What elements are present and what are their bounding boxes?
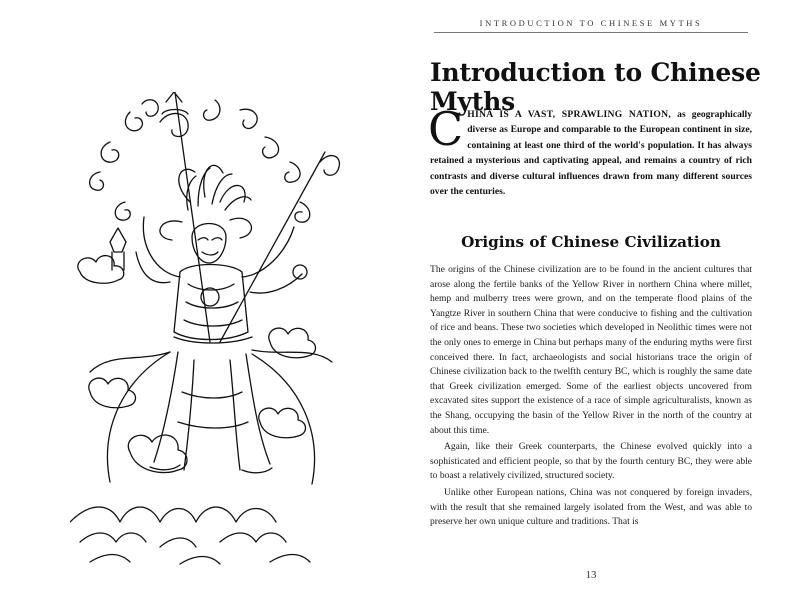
intro-text: as geographically diverse as Europe and comparable to the European continent in size, containing at least one third of the world's population. It has always retained a mysterious and captivating appeal, and remains a country of rich contrasts and diverse cultural influences drawn from many different sources over the centuries. bbox=[430, 109, 752, 198]
section-title: Origins of Chinese Civilization bbox=[461, 233, 721, 251]
deity-illustration bbox=[70, 92, 355, 567]
paragraph: Unlike other European nations, China was not conquered by foreign invaders, with the result that she remained largely isolated from the West, and was able to preserve her own unique culture and traditions. That is bbox=[430, 486, 752, 528]
intro-paragraph bbox=[428, 102, 752, 199]
dropcap: C bbox=[428, 102, 464, 156]
running-head: INTRODUCTION TO CHINESE MYTHS bbox=[434, 18, 748, 33]
page-number: 13 bbox=[585, 569, 597, 581]
intro-lead: HINA IS A VAST, SPRAWLING NATION, bbox=[467, 109, 672, 120]
paragraph: The origins of the Chinese civilization are to be found in the ancient cultures that arose along the fertile banks of the Yellow River in northern China where millet, hemp and mulberry trees were grown, and on the temperate flood plains of the Yangtze River in southern China that were conducive to fishing and the cultivation of rice and beans. These two societies which developed in Neolithic times were not the only ones to emerge in China but perhaps many of the enduring myths were first conceived there. In fact, archaeologists and social historians trace the origin of Chinese civilization back to the twelfth century BC, which is roughly the same date that Greek civilization emerged. Some of the earliest objects uncovered from excavated sites support the existence of a race of simple agriculturalists, known as the Shang, occupying the basin of the Yellow River in the north of the country at about this time. bbox=[430, 264, 752, 436]
paragraph: Again, like their Greek counterparts, the Chinese evolved quickly into a sophisticated and efficient people, so that by the fourth century BC, they were able to boast a relatively civilized, structured society. bbox=[430, 441, 752, 482]
chapter-title: Introduction to Chinese Myths bbox=[430, 58, 761, 116]
body-text bbox=[430, 263, 752, 530]
right-page bbox=[394, 0, 788, 600]
